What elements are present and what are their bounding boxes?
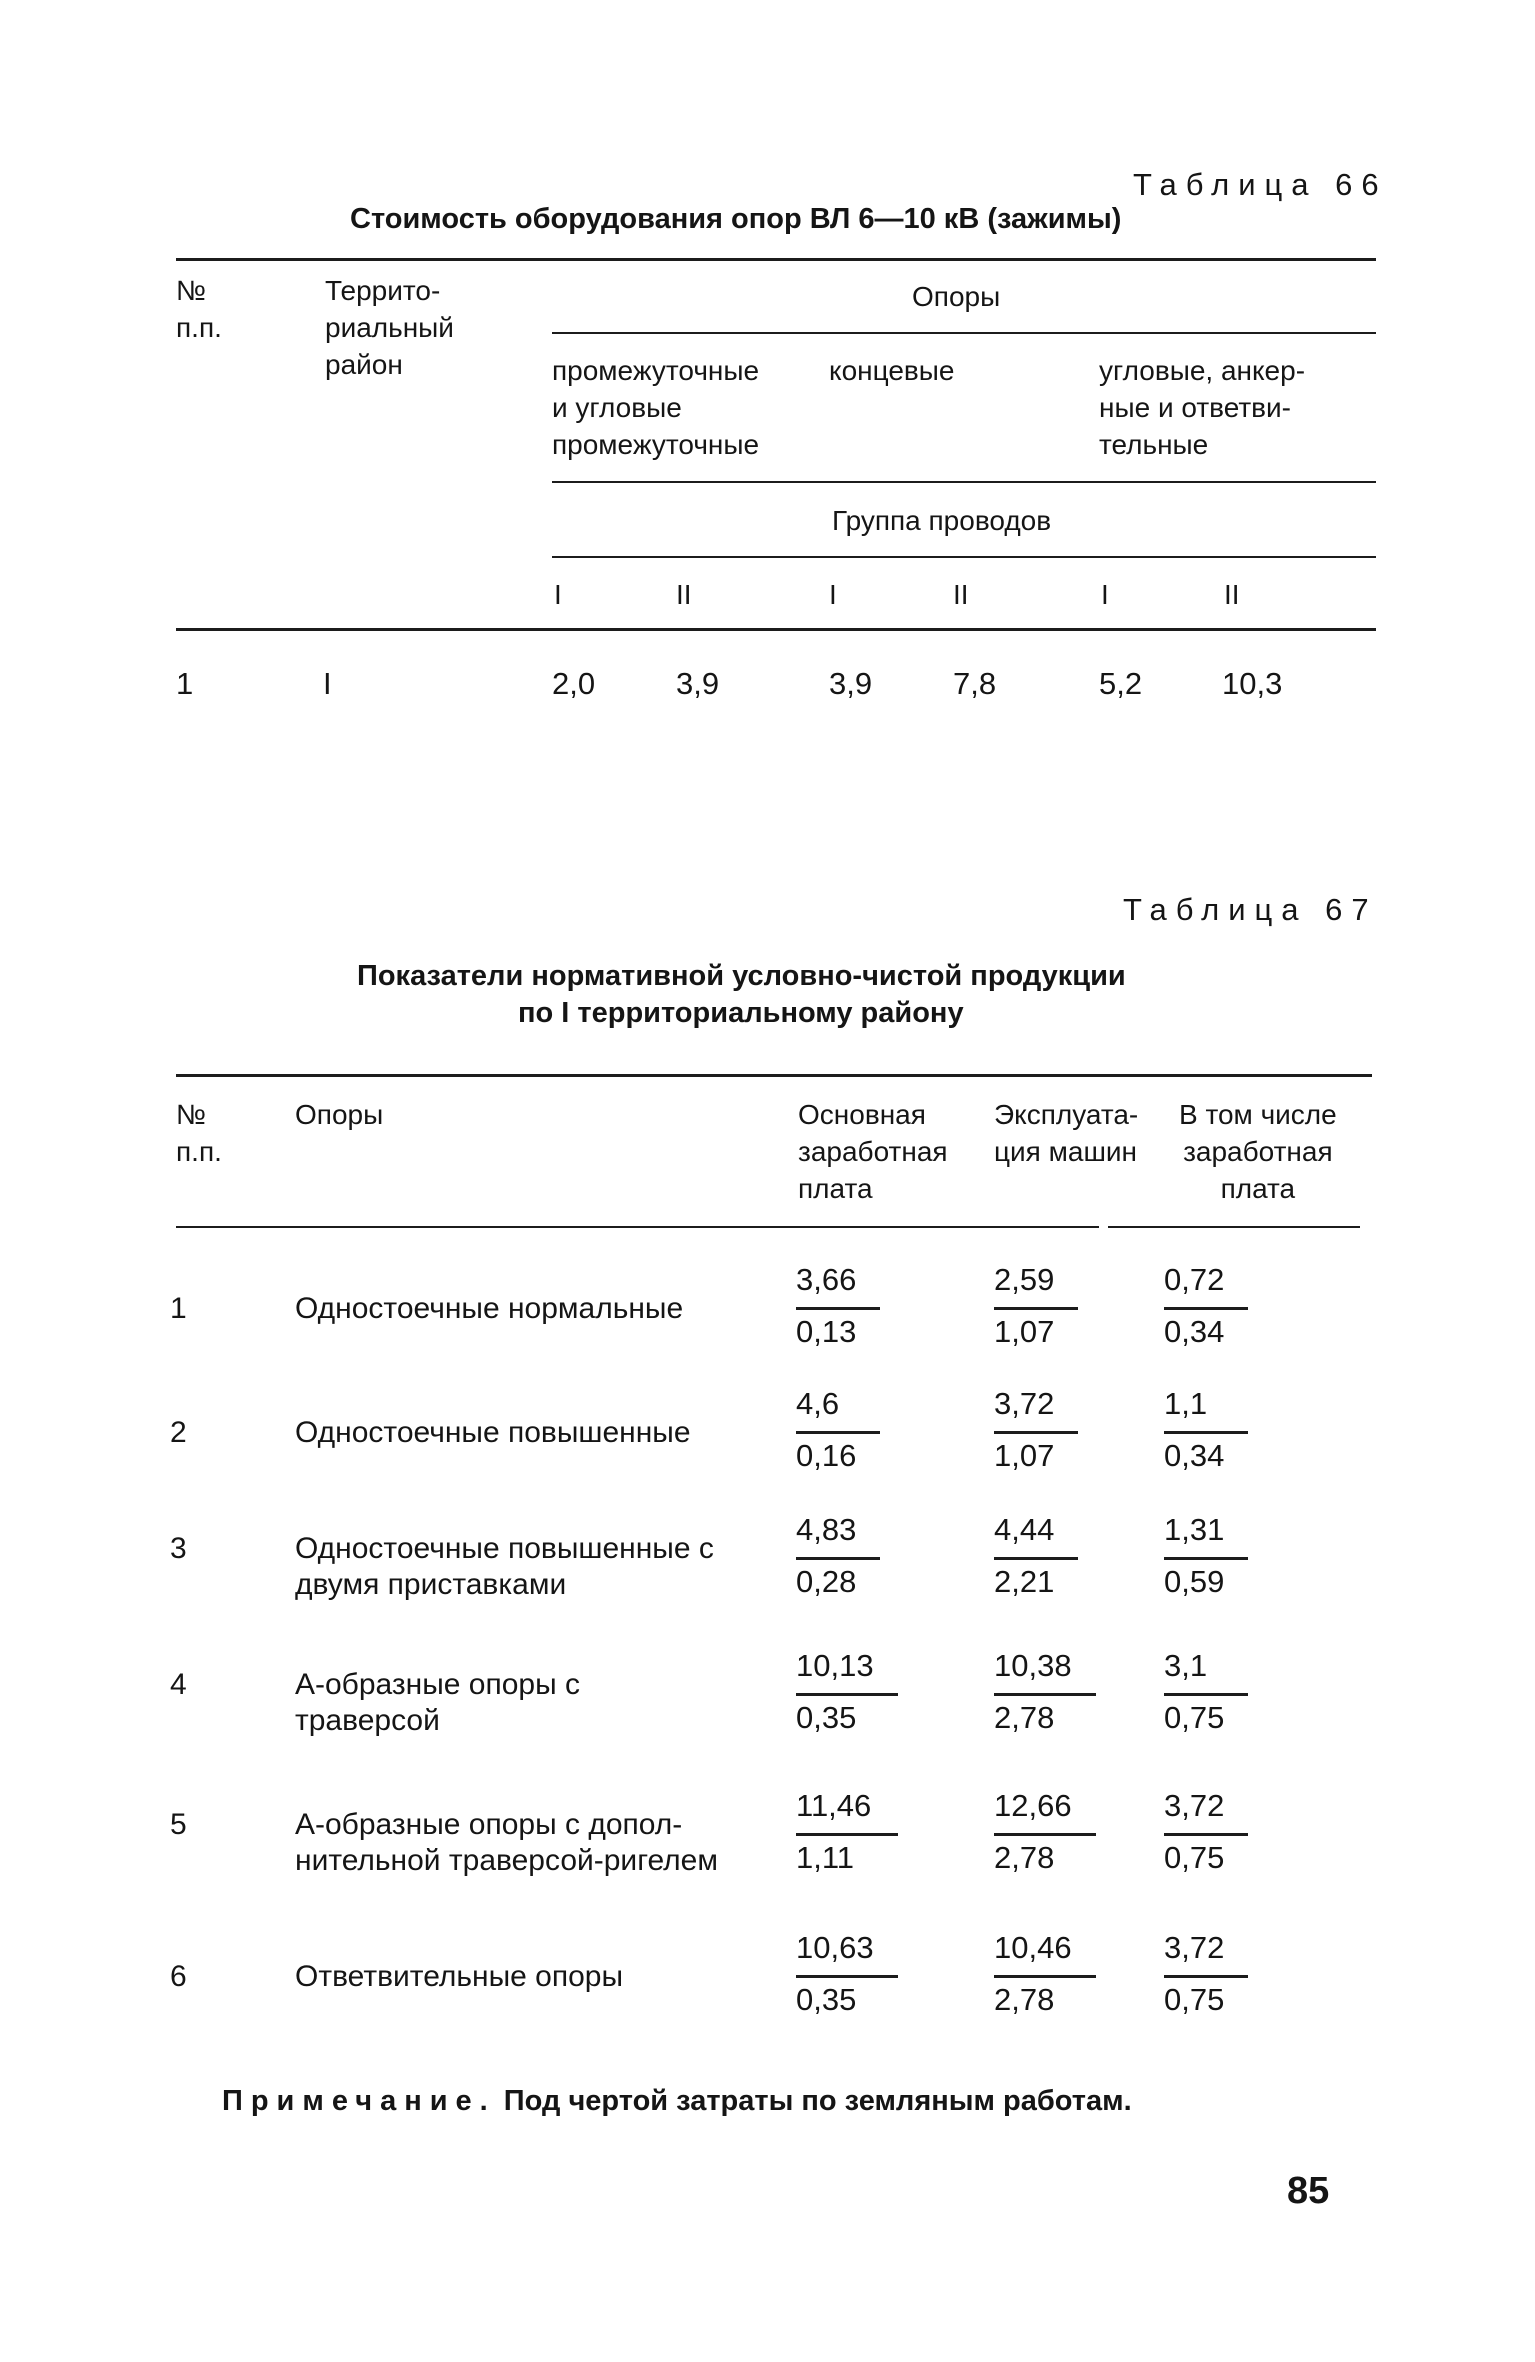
fraction-denominator: 0,13	[796, 1314, 857, 1349]
table66-label: Таблица 66	[1133, 167, 1388, 202]
fraction-numerator: 10,63	[796, 1930, 874, 1965]
table66-wire-group: Группа проводов	[832, 505, 1052, 536]
table66-supports-rule	[552, 332, 1376, 334]
page-number: 85	[1287, 2170, 1330, 2212]
table66-row-territory: I	[323, 666, 332, 701]
table66-value-1: 2,0	[552, 666, 596, 701]
fraction-bar	[994, 1693, 1096, 1696]
fraction-denominator: 0,16	[796, 1438, 857, 1473]
row-support-name: А-образные опоры с	[295, 1668, 580, 1701]
fraction-bar	[1164, 1307, 1248, 1310]
row-number: 1	[170, 1292, 187, 1325]
table66-col-num: № п.п.	[176, 275, 222, 343]
fraction-numerator: 4,83	[796, 1512, 857, 1547]
fraction-numerator: 3,72	[994, 1386, 1055, 1421]
fraction-numerator: 0,72	[1164, 1262, 1225, 1297]
fraction-bar	[994, 1833, 1096, 1836]
fraction-numerator: 10,38	[994, 1648, 1072, 1683]
table66-row-num: 1	[176, 666, 194, 701]
fraction-denominator: 2,21	[994, 1564, 1055, 1599]
table66-header-bottom-rule	[176, 628, 1376, 631]
fraction-numerator: 1,31	[1164, 1512, 1225, 1547]
fraction-denominator: 2,78	[994, 1982, 1055, 2017]
fraction-bar	[1164, 1557, 1248, 1560]
fraction-numerator: 10,46	[994, 1930, 1072, 1965]
fraction-numerator: 3,1	[1164, 1648, 1208, 1683]
fraction-numerator: 12,66	[994, 1788, 1072, 1823]
row-number: 3	[170, 1532, 187, 1565]
table66-group-3: I	[829, 579, 837, 610]
fraction-denominator: 0,34	[1164, 1438, 1225, 1473]
fraction-bar	[796, 1833, 898, 1836]
fraction-numerator: 1,1	[1164, 1386, 1208, 1421]
row-support-name: нительной траверсой-ригелем	[295, 1844, 718, 1877]
fraction-numerator: 3,72	[1164, 1788, 1225, 1823]
table66-group-4: II	[953, 579, 969, 610]
fraction-bar	[796, 1975, 898, 1978]
fraction-numerator: 4,44	[994, 1512, 1055, 1547]
table66-value-5: 5,2	[1099, 666, 1143, 701]
table67-top-rule	[176, 1074, 1372, 1077]
row-support-name: Одностоечные повышенные с	[295, 1532, 714, 1565]
table66-col-supports: Опоры	[912, 281, 1001, 312]
fraction-numerator: 11,46	[796, 1788, 872, 1823]
row-number: 5	[170, 1808, 187, 1841]
table67-caption-line2: по I территориальному району	[518, 997, 964, 1029]
fraction-denominator: 0,75	[1164, 1700, 1225, 1735]
fraction-denominator: 0,28	[796, 1564, 857, 1599]
table67-col-salary: Основная заработная плата	[798, 1099, 948, 1204]
table67-col-supports: Опоры	[295, 1099, 384, 1130]
table66-top-rule	[176, 258, 1376, 261]
row-support-name: Одностоечные нормальные	[295, 1292, 684, 1325]
table66-group-rule	[552, 556, 1376, 558]
table66-group-1: I	[554, 579, 562, 610]
fraction-bar	[1164, 1431, 1248, 1434]
row-support-name: А-образные опоры с допол-	[295, 1808, 683, 1841]
table66-group-2: II	[676, 579, 692, 610]
table66-value-3: 3,9	[829, 666, 873, 701]
fraction-numerator: 2,59	[994, 1262, 1055, 1297]
row-number: 4	[170, 1668, 187, 1701]
table66-group-6: II	[1224, 579, 1240, 610]
fraction-denominator: 1,07	[994, 1314, 1055, 1349]
table66-value-6: 10,3	[1222, 666, 1283, 701]
fraction-denominator: 0,59	[1164, 1564, 1225, 1599]
fraction-denominator: 0,75	[1164, 1840, 1225, 1875]
fraction-denominator: 2,78	[994, 1700, 1055, 1735]
fraction-bar	[796, 1693, 898, 1696]
row-support-name: Одностоечные повышенные	[295, 1416, 691, 1449]
fraction-bar	[796, 1557, 880, 1560]
fraction-bar	[796, 1307, 880, 1310]
fraction-numerator: 3,66	[796, 1262, 857, 1297]
fraction-bar	[1164, 1693, 1248, 1696]
fraction-denominator: 1,07	[994, 1438, 1055, 1473]
fraction-denominator: 0,35	[796, 1700, 857, 1735]
table67-header-rule-left	[176, 1226, 1099, 1228]
table67-col-num: № п.п.	[176, 1099, 222, 1167]
fraction-bar	[994, 1307, 1078, 1310]
fraction-bar	[994, 1431, 1078, 1434]
table67-caption-line1: Показатели нормативной условно-чистой продукции	[357, 960, 1126, 992]
fraction-denominator: 2,78	[994, 1840, 1055, 1875]
note-text: Под чертой затраты по земляным работам.	[495, 2085, 1132, 2117]
table66-col-territory: Террито- риальный район	[325, 275, 454, 380]
fraction-numerator: 3,72	[1164, 1930, 1225, 1965]
fraction-numerator: 4,6	[796, 1386, 840, 1421]
note-lead: Примечание.	[222, 2085, 496, 2117]
fraction-bar	[994, 1557, 1078, 1560]
row-number: 6	[170, 1960, 187, 1993]
fraction-denominator: 1,11	[796, 1840, 855, 1875]
fraction-denominator: 0,34	[1164, 1314, 1225, 1349]
fraction-bar	[994, 1975, 1096, 1978]
row-support-name: траверсой	[295, 1704, 440, 1737]
fraction-bar	[796, 1431, 880, 1434]
fraction-bar	[1164, 1833, 1248, 1836]
table67-note	[222, 2085, 1132, 2118]
table67-col-machines: Эксплуата- ция машин	[994, 1099, 1139, 1167]
fraction-denominator: 0,75	[1164, 1982, 1225, 2017]
table67-col-included: В том числе заработная плата	[1179, 1099, 1337, 1204]
table66-sub-end: концевые	[829, 355, 955, 386]
fraction-numerator: 10,13	[796, 1648, 874, 1683]
table66-group-5: I	[1101, 579, 1109, 610]
table67-label: Таблица 67	[1123, 892, 1378, 927]
table66-caption: Стоимость оборудования опор ВЛ 6—10 кВ (зажимы)	[350, 203, 1122, 235]
table67-header-rule-right	[1108, 1226, 1360, 1228]
row-number: 2	[170, 1416, 187, 1449]
fraction-denominator: 0,35	[796, 1982, 857, 2017]
fraction-bar	[1164, 1975, 1248, 1978]
row-support-name: двумя приставками	[295, 1568, 567, 1601]
table66-value-4: 7,8	[953, 666, 997, 701]
table66-sub-rule	[552, 481, 1376, 483]
table66-sub-intermediate: промежуточные и угловые промежуточные	[552, 355, 760, 460]
table66-value-2: 3,9	[676, 666, 720, 701]
table66-sub-angle: угловые, анкер- ные и ответви- тельные	[1099, 355, 1306, 460]
row-support-name: Ответвительные опоры	[295, 1960, 624, 1993]
